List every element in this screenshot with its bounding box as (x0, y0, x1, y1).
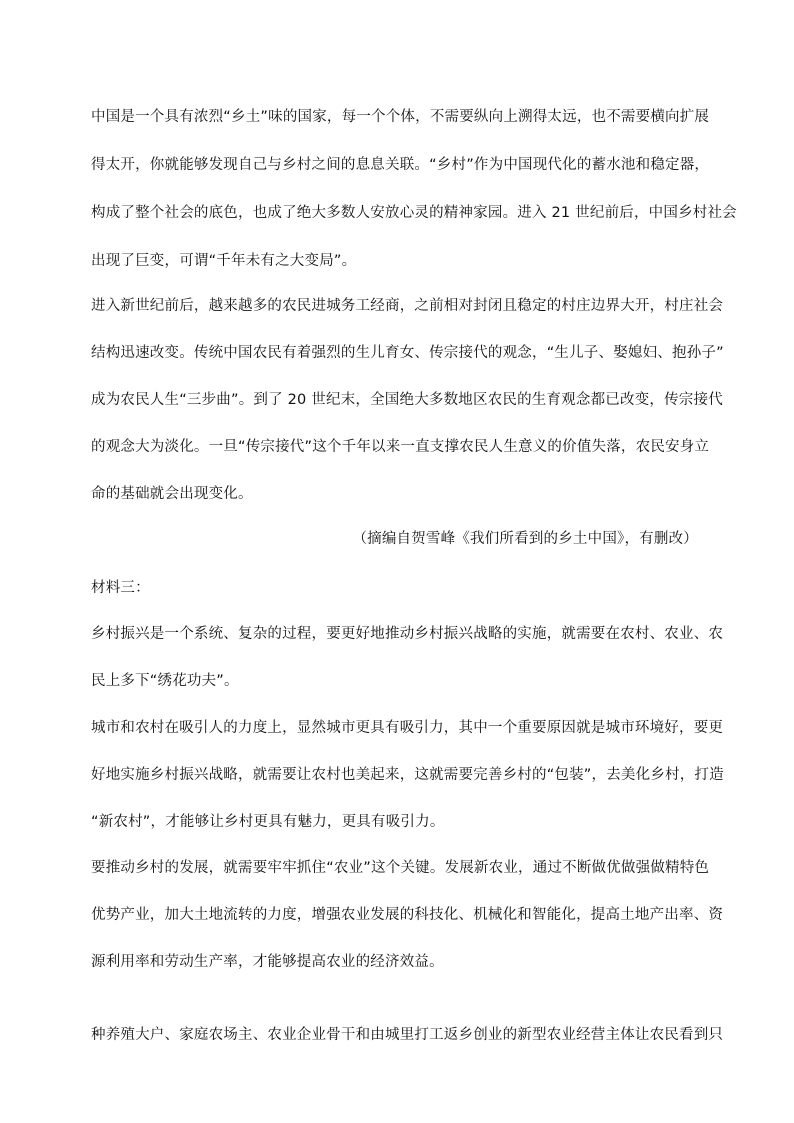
text-line-14: 城市和农村在吸引人的力度上，显然城市更具有吸引力，其中一个重要原因就是城市环境好，要更 (91, 720, 724, 736)
text-line-16: “新农村”，才能够让乡村更具有魅力，更具有吸引力。 (91, 814, 445, 830)
text-line-4: 出现了巨变，可谓“千年未有之大变局”。 (91, 253, 357, 269)
source-citation: （摘编自贺雪峰《我们所看到的乡土中国》，有删改） (352, 531, 698, 547)
text-line-5: 进入新世纪前后，越来越多的农民进城务工经商，之前相对封闭且稳定的村庄边界大开，村庄社会 (91, 298, 724, 314)
text-line-15: 好地实施乡村振兴战略，就需要让农村也美起来，这就需要完善乡村的“包装”，去美化乡村，打造 (91, 767, 724, 783)
text-line-6: 结构迅速改变。传统中国农民有着强烈的生儿育女、传宗接代的观念，“生儿子、娶媳妇、抱孙子” (91, 345, 724, 361)
text-line-3: 构成了整个社会的底色，也成了绝大多数人安放心灵的精神家园。进入 21 世纪前后，中国乡村社会 (91, 205, 737, 221)
text-line-12: 乡村振兴是一个系统、复杂的过程，要更好地推动乡村振兴战略的实施，就需要在农村、农业、农 (91, 626, 724, 642)
text-line-8: 的观念大为淡化。一旦“传宗接代”这个千年以来一直支撑农民人生意义的价值失落，农民安身立 (91, 439, 710, 455)
text-line-9: 命的基础就会出现变化。 (91, 486, 253, 502)
text-line-7: 成为农民人生“三步曲”。到了 20 世纪末，全国绝大多数地区农民的生育观念都已改变，传宗接代 (91, 392, 723, 408)
text-line-18: 优势产业，加大土地流转的力度，增强农业发展的科技化、机械化和智能化，提高土地产出率、资 (91, 907, 724, 923)
text-line-19: 源利用率和劳动生产率，才能够提高农业的经济效益。 (91, 954, 444, 970)
text-line-17: 要推动乡村的发展，就需要牢牢抓住“农业”这个关键。发展新农业，通过不断做优做强做精特色 (91, 860, 710, 876)
text-line-13: 民上多下“绣花功夫”。 (91, 673, 239, 689)
section-heading: 材料三： (91, 580, 150, 596)
text-line-20: 种养殖大户、家庭农场主、农业企业骨干和由城里打工返乡创业的新型农业经营主体让农民看到只 (91, 1027, 724, 1043)
text-line-2: 得太开，你就能够发现自己与乡村之间的息息关联。“乡村”作为中国现代化的蓄水池和稳定器， (91, 157, 710, 173)
text-line-1: 中国是一个具有浓烈“乡土”味的国家，每一个个体，不需要纵向上溯得太远，也不需要横向扩展 (91, 109, 710, 125)
